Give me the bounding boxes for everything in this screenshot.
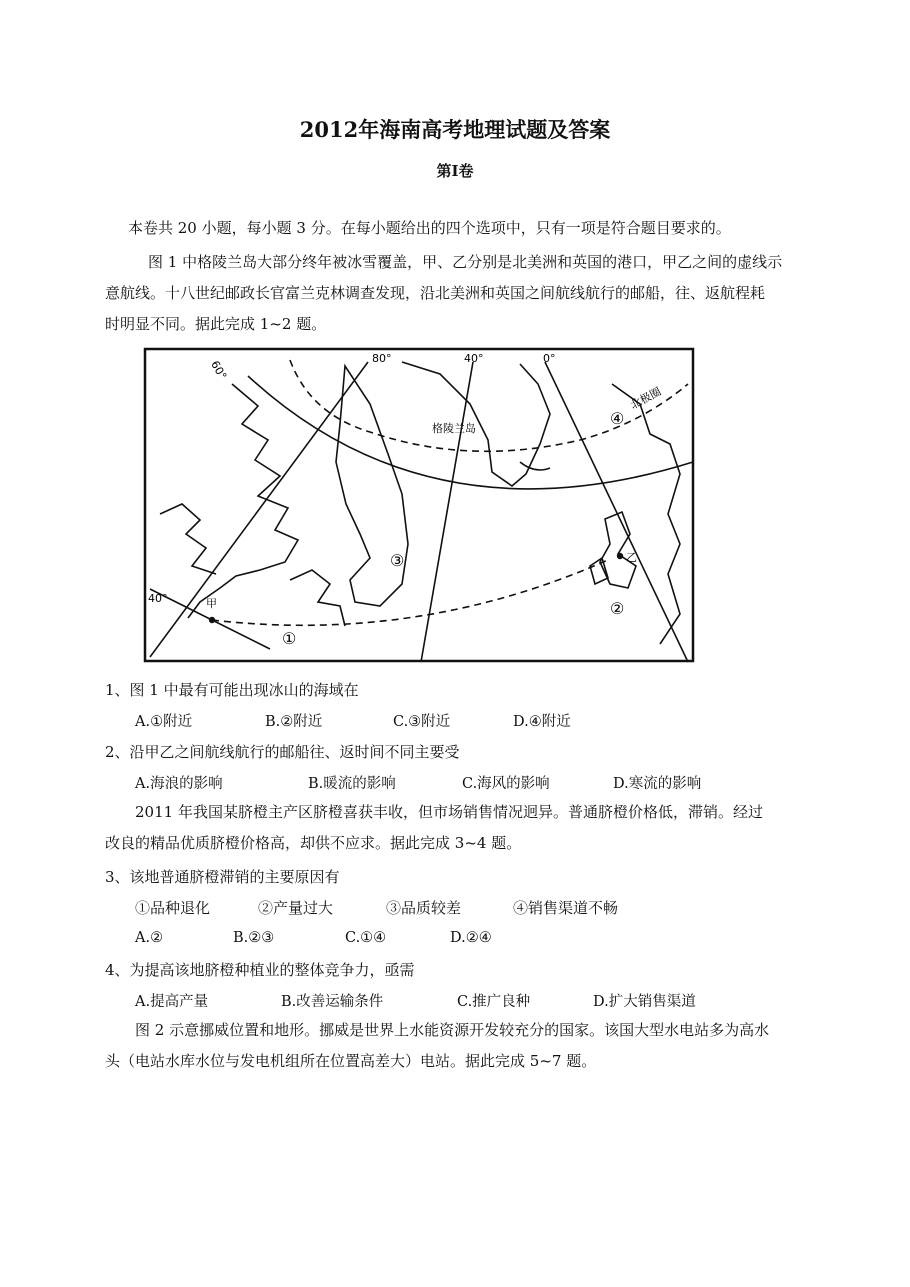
intro-text: 本卷共 20 小题，每小题 3 分。在每小题给出的四个选项中，只有一项是符合题目要求的。 xyxy=(128,219,731,237)
port-yi-label: 乙 xyxy=(626,551,637,564)
lon-label-80: 80° xyxy=(372,352,392,365)
fig1-text-line2: 意航线。十八世纪邮政长官富兰克林调查发现，沿北美洲和英国之间航线航行的邮船，往、返航程耗 xyxy=(105,284,766,302)
q4-option-b: B.改善运输条件 xyxy=(281,994,384,1010)
q1-option-b: B.②附近 xyxy=(265,714,323,730)
q3-option-a: A.② xyxy=(135,930,164,946)
q4-option-a: A.提高产量 xyxy=(135,994,209,1010)
q3-option-d: D.②④ xyxy=(450,930,492,946)
fig2-text-line2: 头（电站水库水位与发电机组所在位置高差大）电站。据此完成 5~7 题。 xyxy=(105,1052,597,1070)
q4-option-c: C.推广良种 xyxy=(457,994,531,1010)
q2-option-b: B.暖流的影响 xyxy=(308,776,396,792)
arctic-circle-label: 北极圈 xyxy=(628,384,664,412)
orange-text-line1: 2011 年我国某脐橙主产区脐橙喜获丰收，但市场销售情况迥异。普通脐橙价格低，滞销。经过 xyxy=(135,803,763,821)
marker-3: ③ xyxy=(390,551,405,570)
figure1-map xyxy=(140,344,700,666)
q2-stem: 2、沿甲乙之间航线航行的邮船往、返时间不同主要受 xyxy=(105,743,460,761)
lon-label-40: 40° xyxy=(464,352,484,365)
q3-stem: 3、该地普通脐橙滞销的主要原因有 xyxy=(105,868,340,886)
port-yi-dot xyxy=(617,553,623,559)
q2-option-d: D.寒流的影响 xyxy=(613,776,702,792)
lon-label-60: 60° xyxy=(208,358,230,382)
marker-4: ④ xyxy=(610,409,625,428)
section-title: 第Ⅰ卷 xyxy=(436,162,474,180)
q3-reason-3: ③品质较差 xyxy=(386,899,462,917)
q3-reason-4: ④销售渠道不畅 xyxy=(513,899,619,917)
q1-option-d: D.④附近 xyxy=(513,714,571,730)
fig1-text-line3: 时明显不同。据此完成 1~2 题。 xyxy=(105,315,327,333)
fig2-text-line1: 图 2 示意挪威位置和地形。挪威是世界上水能资源开发较充分的国家。该国大型水电站多为高水 xyxy=(135,1021,770,1039)
orange-text-line2: 改良的精品优质脐橙价格高，却供不应求。据此完成 3~4 题。 xyxy=(105,834,522,852)
q4-stem: 4、为提高该地脐橙种植业的整体竞争力，亟需 xyxy=(105,961,415,979)
fig1-text-line1: 图 1 中格陵兰岛大部分终年被冰雪覆盖，甲、乙分别是北美洲和英国的港口，甲乙之间的虚线示 xyxy=(148,253,783,271)
q4-option-d: D.扩大销售渠道 xyxy=(593,994,696,1010)
q3-option-b: B.②③ xyxy=(233,930,275,946)
q1-option-c: C.③附近 xyxy=(393,714,451,730)
q2-option-a: A.海浪的影响 xyxy=(135,776,223,792)
marker-1: ① xyxy=(282,629,297,648)
q3-reason-1: ①品种退化 xyxy=(135,899,211,917)
lon-label-0: 0° xyxy=(543,352,556,365)
q2-option-c: C.海风的影响 xyxy=(462,776,550,792)
q3-option-c: C.①④ xyxy=(345,930,387,946)
port-jia-dot xyxy=(209,617,215,623)
port-jia-label: 甲 xyxy=(206,597,217,610)
q1-option-a: A.①附近 xyxy=(135,714,193,730)
marker-2: ② xyxy=(610,599,625,618)
q3-reason-2: ②产量过大 xyxy=(258,899,334,917)
q1-stem: 1、图 1 中最有可能出现冰山的海域在 xyxy=(105,681,359,699)
page-title: 2012年海南高考地理试题及答案 xyxy=(299,117,611,142)
lat-label-40: 40° xyxy=(148,592,168,605)
greenland-label: 格陵兰岛 xyxy=(432,422,476,435)
